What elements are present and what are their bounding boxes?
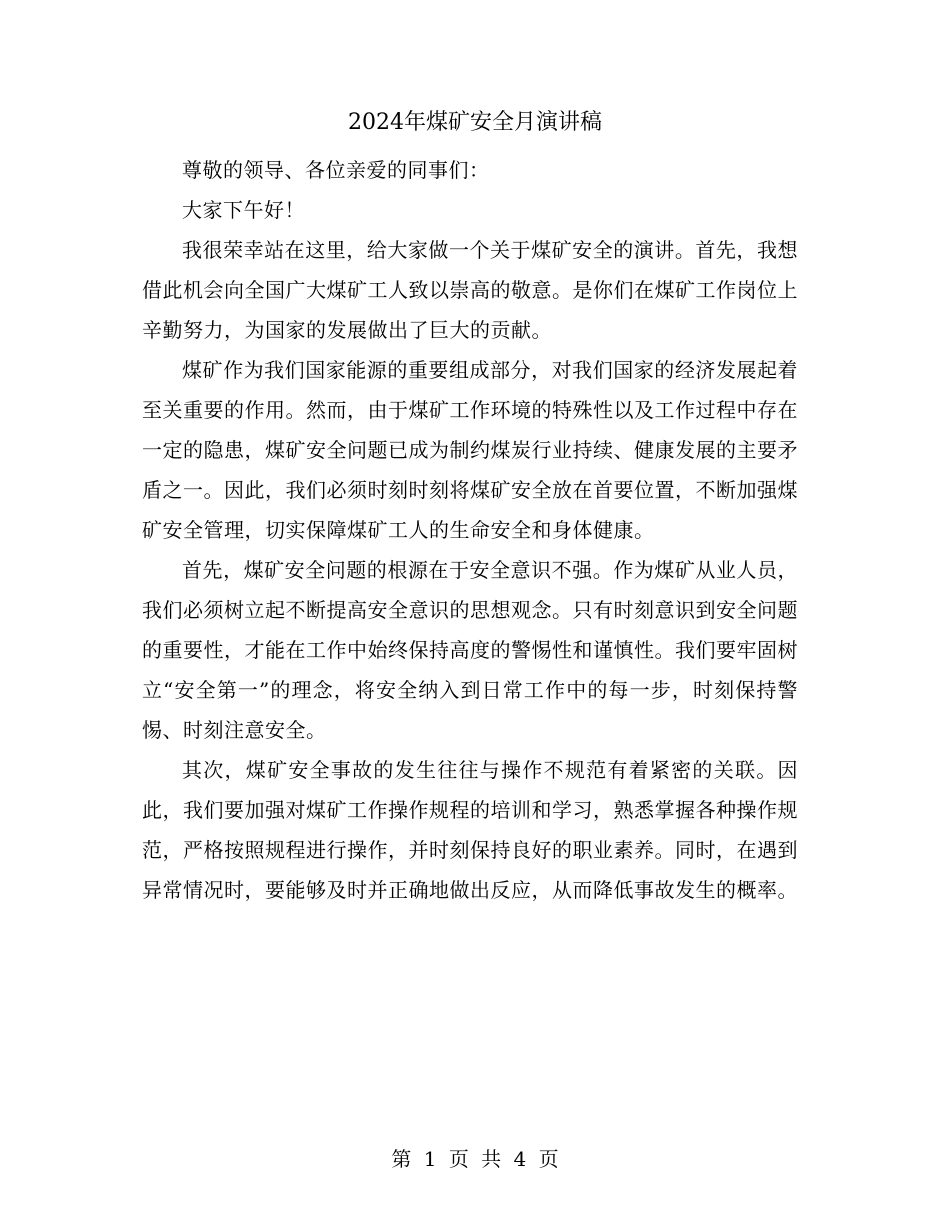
page-footer: 第 1 页 共 4 页: [391, 1147, 559, 1171]
body-paragraph: 煤矿作为我们国家能源的重要组成部分，对我们国家的经济发展起着至关重要的作用。然而，由于煤矿工作环境的特殊性以及工作过程中存在一定的隐患，煤矿安全问题已成为制约煤炭行业持续、健康发展的主要矛盾之一。因此，我们必须时刻时刻将煤矿安全放在首要位置，不断加强煤矿安全管理，切实保障煤矿工人的生命安全和身体健康。: [142, 358, 798, 542]
document-body: [142, 150, 798, 910]
salutation-paragraph: 尊敬的领导、各位亲爱的同事们：: [182, 158, 490, 182]
body-paragraph: 我很荣幸站在这里，给大家做一个关于煤矿安全的演讲。首先，我想借此机会向全国广大煤矿工人致以崇高的敬意。是你们在煤矿工作岗位上辛勤努力，为国家的发展做出了巨大的贡献。: [142, 238, 798, 342]
body-paragraph: 其次，煤矿安全事故的发生往往与操作不规范有着紧密的关联。因此，我们要加强对煤矿工作操作规程的培训和学习，熟悉掌握各种操作规范，严格按照规程进行操作，并时刻保持良好的职业素养。同时，在遇到异常情况时，要能够及时并正确地做出反应，从而降低事故发生的概率。: [142, 758, 798, 902]
greeting-paragraph: 大家下午好！: [182, 198, 305, 222]
document-title: 2024年煤矿安全月演讲稿: [348, 110, 602, 135]
body-paragraph: 首先，煤矿安全问题的根源在于安全意识不强。作为煤矿从业人员，我们必须树立起不断提高安全意识的思想观念。只有时刻意识到安全问题的重要性，才能在工作中始终保持高度的警惕性和谨慎性。我们要牢固树立“安全第一”的理念，将安全纳入到日常工作中的每一步，时刻保持警惕、时刻注意安全。: [142, 558, 798, 742]
